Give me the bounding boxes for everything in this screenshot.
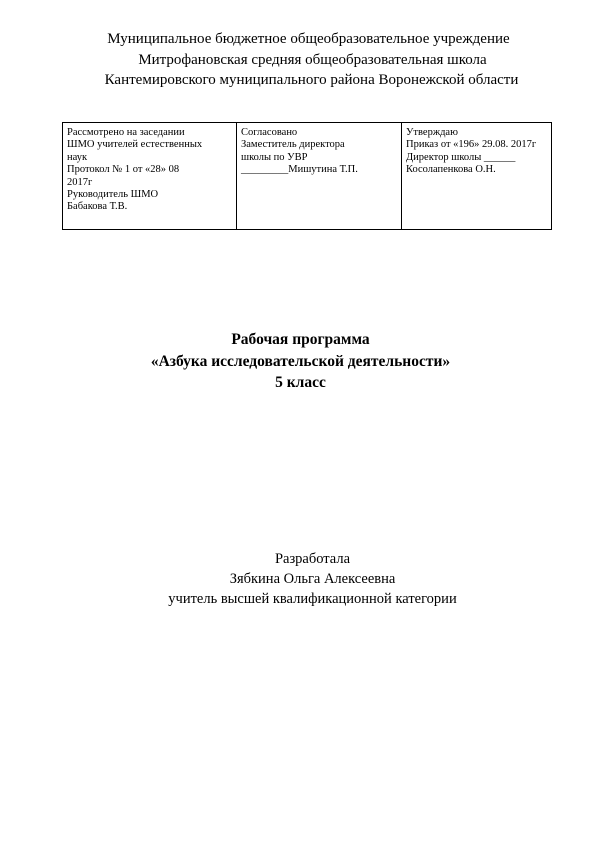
school-district-line: Кантемировского муниципального района Воронежской области: [104, 72, 519, 88]
reviewed-line: ШМО учителей естественных: [67, 139, 203, 151]
reviewed-line: Бабакова Т.В.: [67, 201, 128, 213]
author-label: Разработала: [274, 551, 351, 567]
reviewed-line: наук: [67, 151, 88, 163]
approval-table: [62, 122, 552, 230]
reviewed-line: Руководитель ШМО: [67, 189, 159, 201]
reviewed-cell: [63, 123, 237, 230]
author-position: учитель высшей квалификационной категории: [168, 591, 457, 607]
agreed-line: школы по УВР: [241, 151, 308, 163]
school-header: [0, 29, 595, 91]
approval-row: [63, 123, 552, 230]
agreed-cell: [237, 123, 402, 230]
approved-cell: [402, 123, 552, 230]
course-name: «Азбука исследовательской деятельности»: [150, 352, 451, 370]
approved-line: Утверждаю: [406, 127, 458, 138]
grade-level: 5 класс: [275, 374, 326, 391]
approved-line: Директор школы ______: [406, 151, 516, 163]
school-type-line: Муниципальное бюджетное общеобразовательное учреждение: [107, 31, 510, 47]
approved-line: Косолапенкова О.Н.: [406, 164, 496, 176]
author-name: Зябкина Ольга Алексеевна: [229, 571, 396, 587]
title-line: Рабочая программа: [231, 331, 370, 348]
author-block: [0, 549, 595, 609]
reviewed-line: 2017г: [67, 176, 93, 188]
reviewed-line: Рассмотрено на заседании: [67, 127, 185, 138]
school-name-line: Митрофановская средняя общеобразовательная школа: [138, 51, 487, 68]
approved-line: Приказ от «196» 29.08. 2017г: [406, 139, 537, 151]
agreed-line: _________Мишутина Т.П.: [241, 164, 358, 176]
agreed-line: Заместитель директора: [241, 139, 345, 151]
document-title: [0, 329, 595, 394]
agreed-line: Согласовано: [241, 127, 298, 138]
reviewed-line: Протокол № 1 от «28» 08: [67, 164, 180, 176]
